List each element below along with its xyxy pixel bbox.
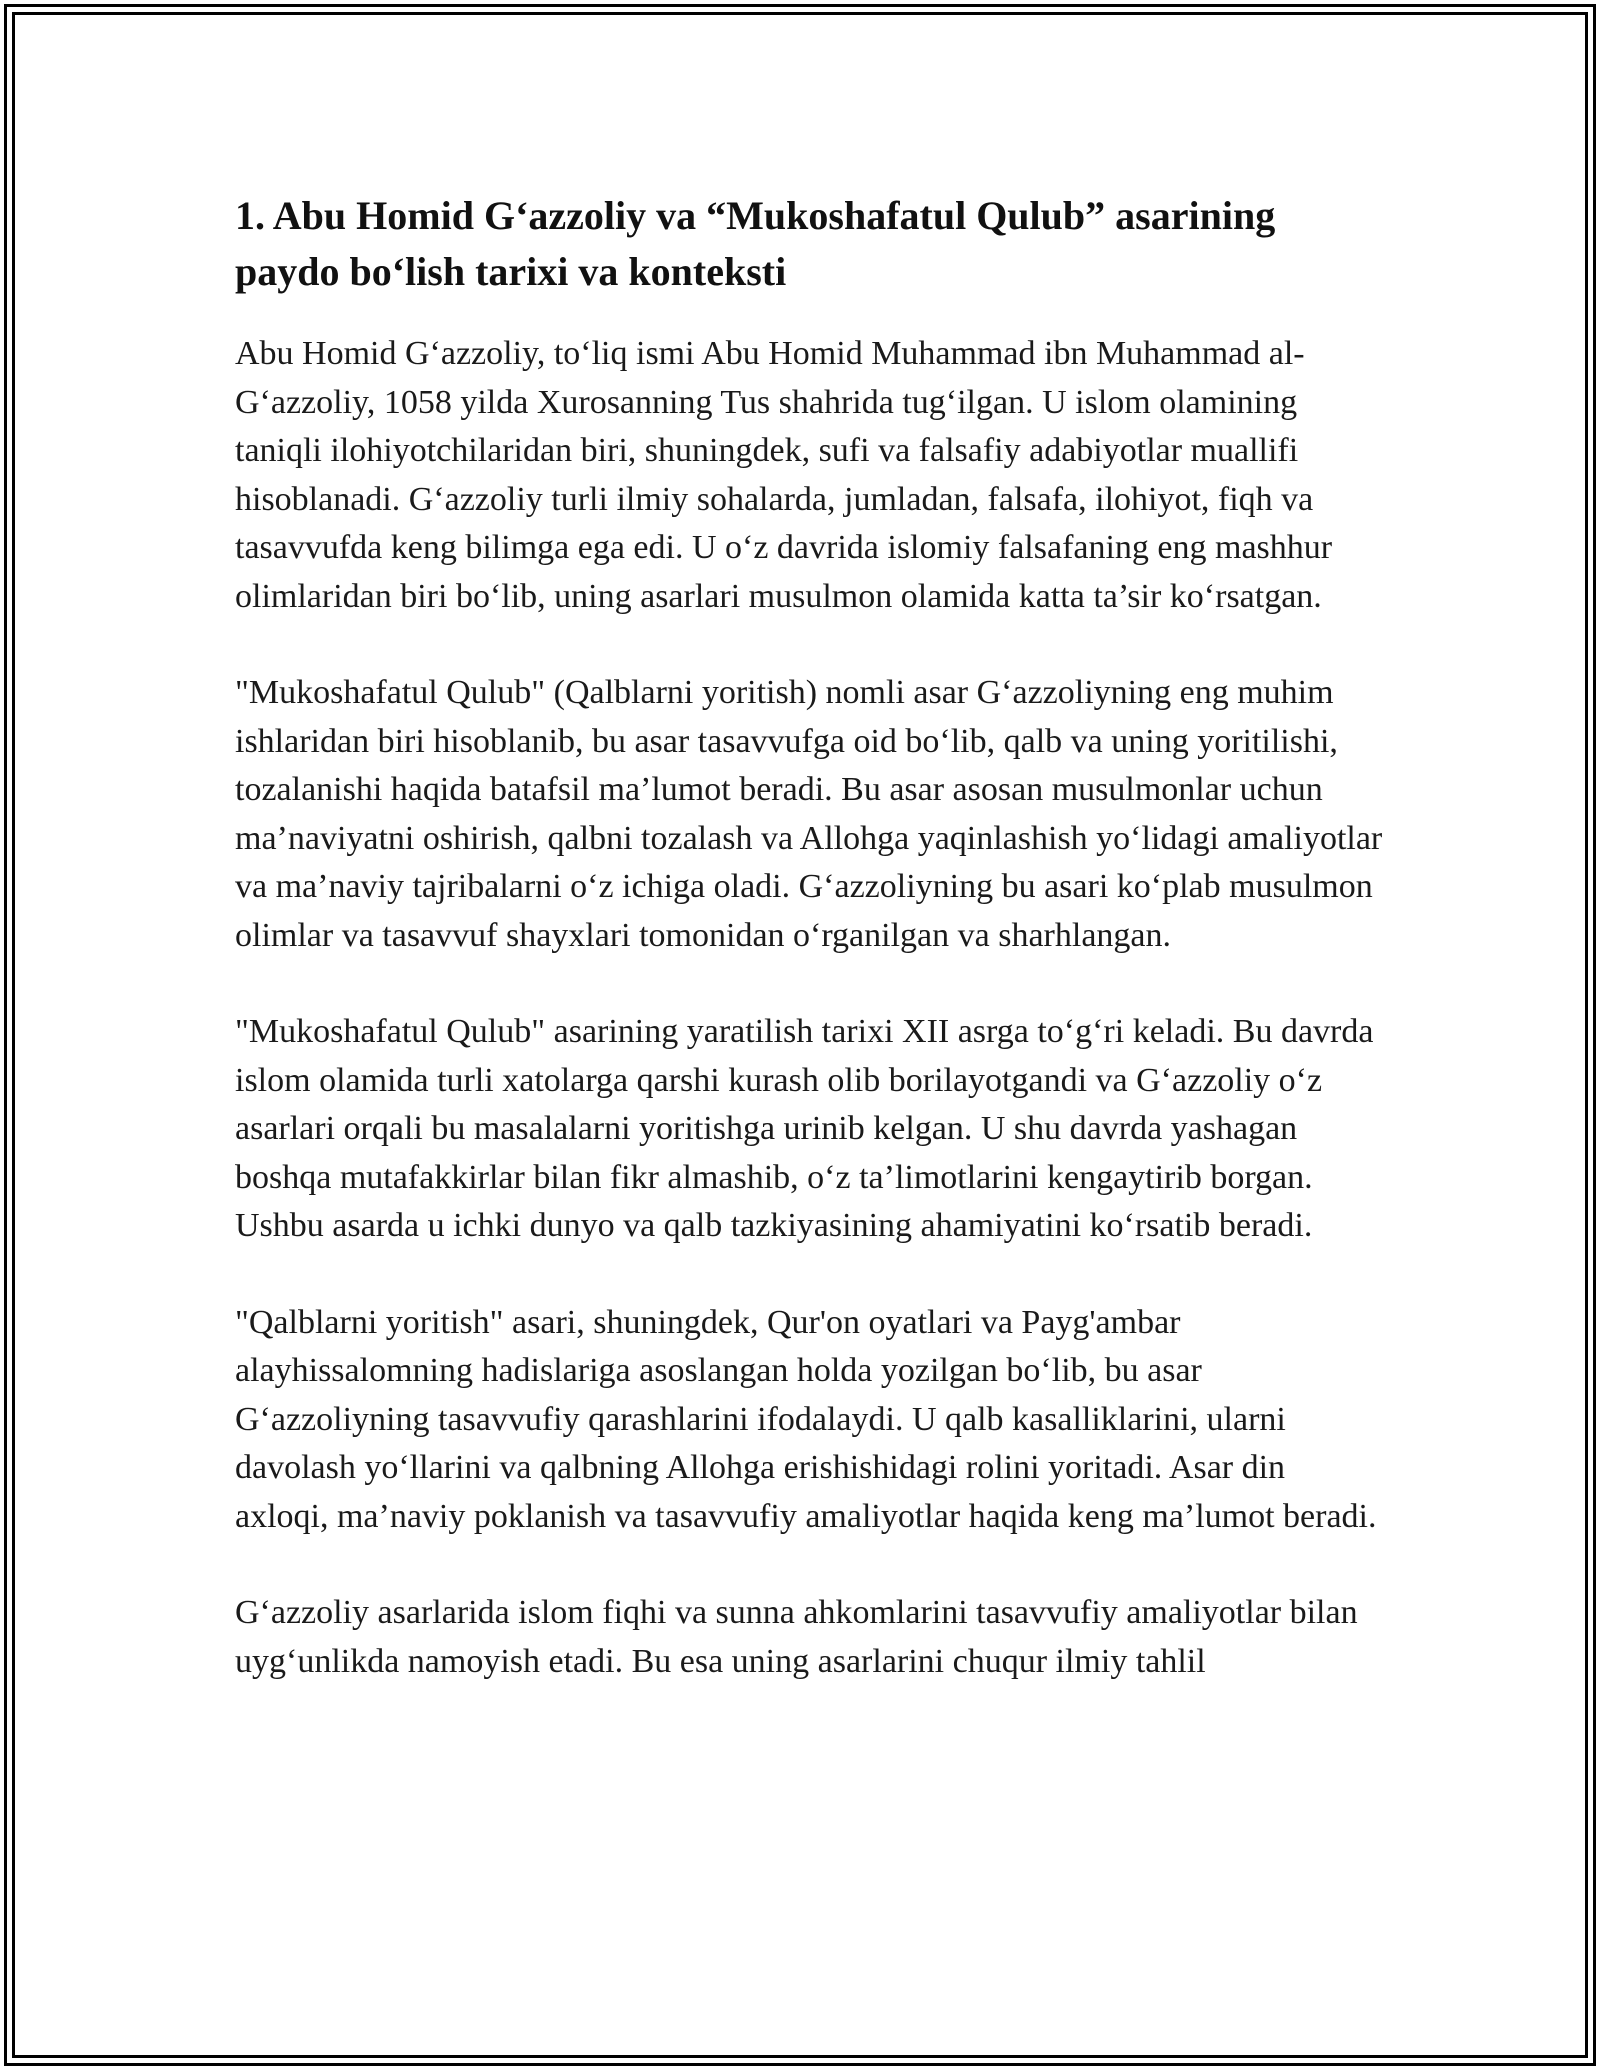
paragraph-3: "Mukoshafatul Qulub" asarining yaratilish tarixi XII asrga to‘g‘ri keladi. Bu davrda islom olamida turli xatolarga qarshi kurash olib borilayotgandi va G‘azzoliy o‘z asarlari orqali bu masalalarni yoritishga urinib kelgan. U shu davrda yashagan boshqa mutafakkirlar bilan fikr almashib, o‘z ta’limotlarini kengaytirib borgan. Ushbu asarda u ichki dunyo va qalb tazkiyasining ahamiyatini ko‘rsatib beradi. (235, 1013, 1374, 1244)
paragraph-1: Abu Homid G‘azzoliy, to‘liq ismi Abu Homid Muhammad ibn Muhammad al-G‘azzoliy, 1058 yilda Xurosanning Tus shahrida tug‘ilgan. U islom olamining taniqli ilohiyotchilaridan biri, shuningdek, sufi va falsafiy adabiyotlar muallifi hisoblanadi. G‘azzoliy turli ilmiy sohalarda, jumladan, falsafa, ilohiyot, fiqh va tasavvufda keng bilimga ega edi. U o‘z davrida islomiy falsafaning eng mashhur olimlaridan biri bo‘lib, uning asarlari musulmon olamida katta ta’sir ko‘rsatgan. (235, 335, 1333, 615)
document-body (235, 188, 1385, 1734)
paragraph-2: "Mukoshafatul Qulub" (Qalblarni yoritish) nomli asar G‘azzoliyning eng muhim ishlaridan biri hisoblanib, bu asar tasavvufga oid bo‘lib, qalb va uning yoritilishi, tozalanishi haqida batafsil ma’lumot beradi. Bu asar asosan musulmonlar uchun ma’naviyatni oshirish, qalbni tozalash va Allohga yaqinlashish yo‘lidagi amaliyotlar va ma’naviy tajribalarni o‘z ichiga oladi. G‘azzoliyning bu asari ko‘plab musulmon olimlar va tasavvuf shayxlari tomonidan o‘rganilgan va sharhlangan. (235, 674, 1383, 954)
paragraph-5: G‘azzoliy asarlarida islom fiqhi va sunna ahkomlarini tasavvufiy amaliyotlar bilan uyg‘unlikda namoyish etadi. Bu esa uning asarlarini chuqur ilmiy tahlil (235, 1594, 1358, 1680)
paragraph-4: "Qalblarni yoritish" asari, shuningdek, Qur'on oyatlari va Payg'ambar alayhissalomning hadislariga asoslangan holda yozilgan bo‘lib, bu asar G‘azzoliyning tasavvufiy qarashlarini ifodalaydi. U qalb kasalliklarini, ularni davolash yo‘llarini va qalbning Allohga erishishidagi rolini yoritadi. Asar din axloqi, ma’naviy poklanish va tasavvufiy amaliyotlar haqida keng ma’lumot beradi. (235, 1303, 1377, 1535)
section-heading: 1. Abu Homid G‘azzoliy va “Mukoshafatul Qulub” asarining paydo bo‘lish tarixi va konteksti (235, 193, 1276, 294)
